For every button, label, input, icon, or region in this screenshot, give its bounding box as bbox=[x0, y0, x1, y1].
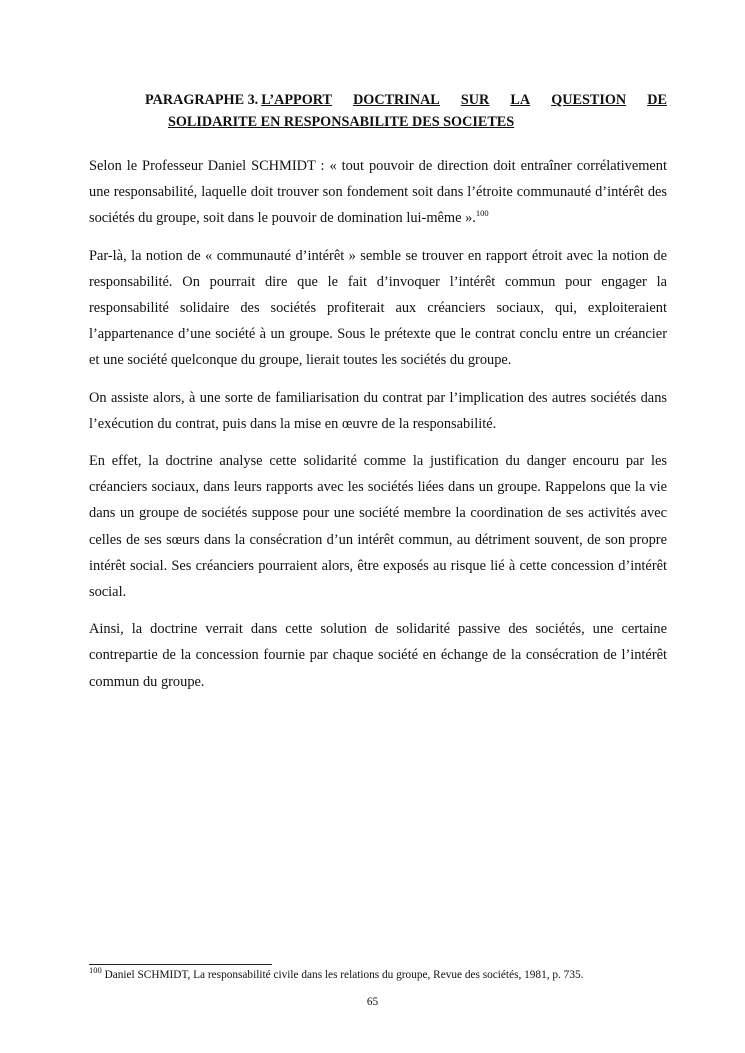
title-word: QUESTION bbox=[551, 92, 627, 108]
paragraph: En effet, la doctrine analyse cette solidarité comme la justification du danger encouru par les créanciers sociaux, dans leurs rapports avec les sociétés liées dans un groupe. Rappelons que la vie dans un groupe de sociétés suppose pour une société membre la coordination de ses activités avec celles de ses sœurs dans la consécration d’un intérêt commun, au détriment souvent, de son propre intérêt social. Ses créanciers pourraient alors, être exposés au risque lié à cette concession d’intérêt social. bbox=[89, 453, 667, 601]
paragraph bbox=[89, 153, 667, 232]
body-text bbox=[89, 153, 667, 706]
section-title-second-line: SOLIDARITE EN RESPONSABILITE DES SOCIETES bbox=[168, 114, 515, 130]
title-word: SUR bbox=[460, 92, 490, 108]
title-word: DE bbox=[647, 92, 667, 108]
title-word: DOCTRINAL bbox=[353, 92, 440, 108]
title-word: L’APPORT bbox=[261, 92, 332, 108]
section-heading bbox=[145, 89, 667, 133]
section-heading-line-1 bbox=[145, 89, 667, 111]
section-label: PARAGRAPHE 3. bbox=[145, 92, 259, 108]
paragraph-text: Selon le Professeur Daniel SCHMIDT : « tout pouvoir de direction doit entraîner corrélativement une responsabilité, laquelle doit trouver son fondement soit dans l’étroite communauté d’intérêt des sociétés du groupe, soit dans le pouvoir de domination lui-même ». bbox=[89, 158, 667, 227]
footnote-separator bbox=[89, 964, 272, 965]
paragraph: Ainsi, la doctrine verrait dans cette solution de solidarité passive des sociétés, une certaine contrepartie de la concession fournie par chaque société en échange de la consécration de l’intérêt commun du groupe. bbox=[89, 621, 667, 690]
title-word: LA bbox=[510, 92, 531, 108]
footnote-number: 100 bbox=[89, 965, 102, 976]
footnote bbox=[89, 967, 689, 983]
page-number: 65 bbox=[366, 996, 379, 1008]
footnote-text: Daniel SCHMIDT, La responsabilité civile dans les relations du groupe, Revue des sociétés, 1981, p. 735. bbox=[101, 969, 584, 981]
footnote-reference[interactable]: 100 bbox=[475, 208, 489, 219]
section-title-first-line bbox=[261, 89, 667, 111]
paragraph: On assiste alors, à une sorte de familiarisation du contrat par l’implication des autres sociétés dans l’exécution du contrat, puis dans la mise en œuvre de la responsabilité. bbox=[89, 389, 667, 432]
paragraph: Par-là, la notion de « communauté d’intérêt » semble se trouver en rapport étroit avec la notion de responsabilité. On pourrait dire que le fait d’invoquer l’intérêt commun pour engager la responsabilité solidaire des sociétés profiterait aux créanciers sociaux, qui, exploiteraient l’appartenance d’une société à un groupe. Sous le prétexte que le contrat conclu entre un créancier et une société quelconque du groupe, lierait toutes les sociétés du groupe. bbox=[89, 247, 667, 369]
